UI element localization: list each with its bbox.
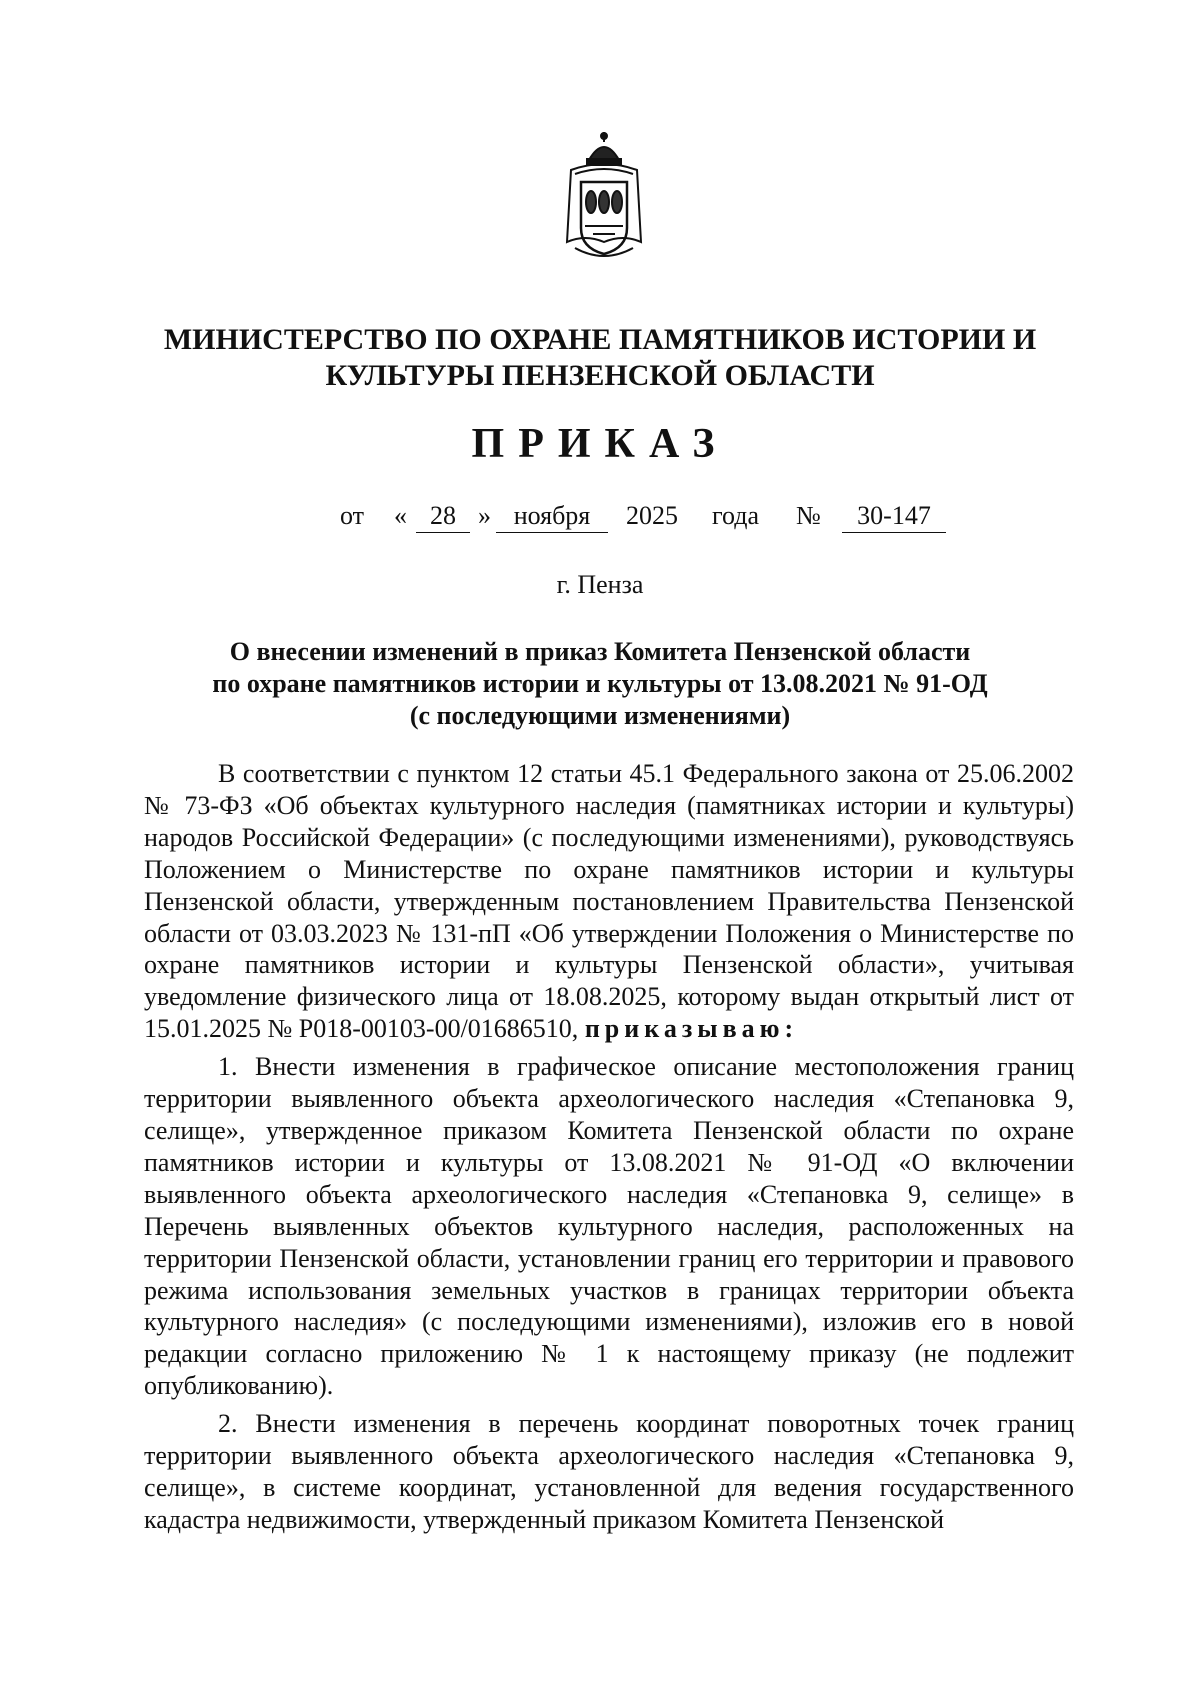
- order-body: [144, 758, 1074, 1536]
- ministry-line-2: КУЛЬТУРЫ ПЕНЗЕНСКОЙ ОБЛАСТИ: [325, 359, 875, 392]
- date-from: от: [340, 501, 365, 530]
- document-type-title: ПРИКАЗ: [471, 421, 729, 467]
- item-2-paragraph: 2. Внести изменения в перечень координат поворотных точек границ территории выявленного объекта археологического наследия «Степановка 9, селище», в системе координат, установленной для ведения государственного кадастра недвижимости, утвержденный приказом Комитета Пензенской: [144, 1409, 1074, 1534]
- order-number: 30-147: [842, 500, 946, 533]
- date-month: ноября: [496, 500, 608, 533]
- date-quote-close: »: [478, 501, 491, 530]
- preamble-paragraph: [144, 758, 1074, 1045]
- number-sign: №: [796, 501, 821, 530]
- subject-line-3: (с последующими изменениями): [409, 701, 791, 730]
- date-year: 2025: [626, 501, 678, 530]
- date-year-word: года: [712, 501, 760, 530]
- preamble-text: В соответствии с пунктом 12 статьи 45.1 Федерального закона от 25.06.2002 № 73-ФЗ «Об объектах культурного наследия (памятниках истории и культуры) народов Российской Федерации» (с последующими изменениями), руководствуясь Положением о Министерстве по охране памятников истории и культуры Пензенской области, утвержденным постановлением Правительства Пензенской области от 03.03.2023 № 131-пП «Об утверждении Положения о Министерстве по охране памятников истории и культуры Пензенской области», учитывая уведомление физического лица от 18.08.2025, которому выдан открытый лист от 15.01.2025 № Р018-00103-00/01686510,: [144, 759, 1074, 1044]
- city: г. Пенза: [556, 570, 644, 599]
- coat-of-arms-emblem: [563, 130, 645, 270]
- ministry-line-1: МИНИСТЕРСТВО ПО ОХРАНЕ ПАМЯТНИКОВ ИСТОРИИ И: [163, 323, 1037, 356]
- ministry-name: [0, 322, 1200, 394]
- item-1-paragraph: 1. Внести изменения в графическое описание местоположения границ территории выявленного объекта археологического наследия «Степановка 9, селище», утвержденное приказом Комитета Пензенской области по охране памятников истории и культуры от 13.08.2021 № 91-ОД «О включении выявленного объекта археологического наследия «Степановка 9, селище» в Перечень выявленных объектов культурного наследия, расположенных на территории Пензенской области, установлении границ его территории и правового режима использования земельных участков в границах территории объекта культурного наследия» (с последующими изменениями), изложив его в новой редакции согласно приложению № 1 к настоящему приказу (не подлежит опубликованию).: [144, 1052, 1074, 1401]
- subject-line-2: по охране памятников истории и культуры от 13.08.2021 № 91-ОД: [212, 669, 988, 698]
- order-subject: [200, 636, 1000, 732]
- date-quote-open: «: [394, 501, 407, 530]
- subject-line-1: О внесении изменений в приказ Комитета Пензенской области: [229, 637, 971, 666]
- order-word: приказываю:: [584, 1014, 799, 1044]
- date-day: 28: [416, 500, 470, 533]
